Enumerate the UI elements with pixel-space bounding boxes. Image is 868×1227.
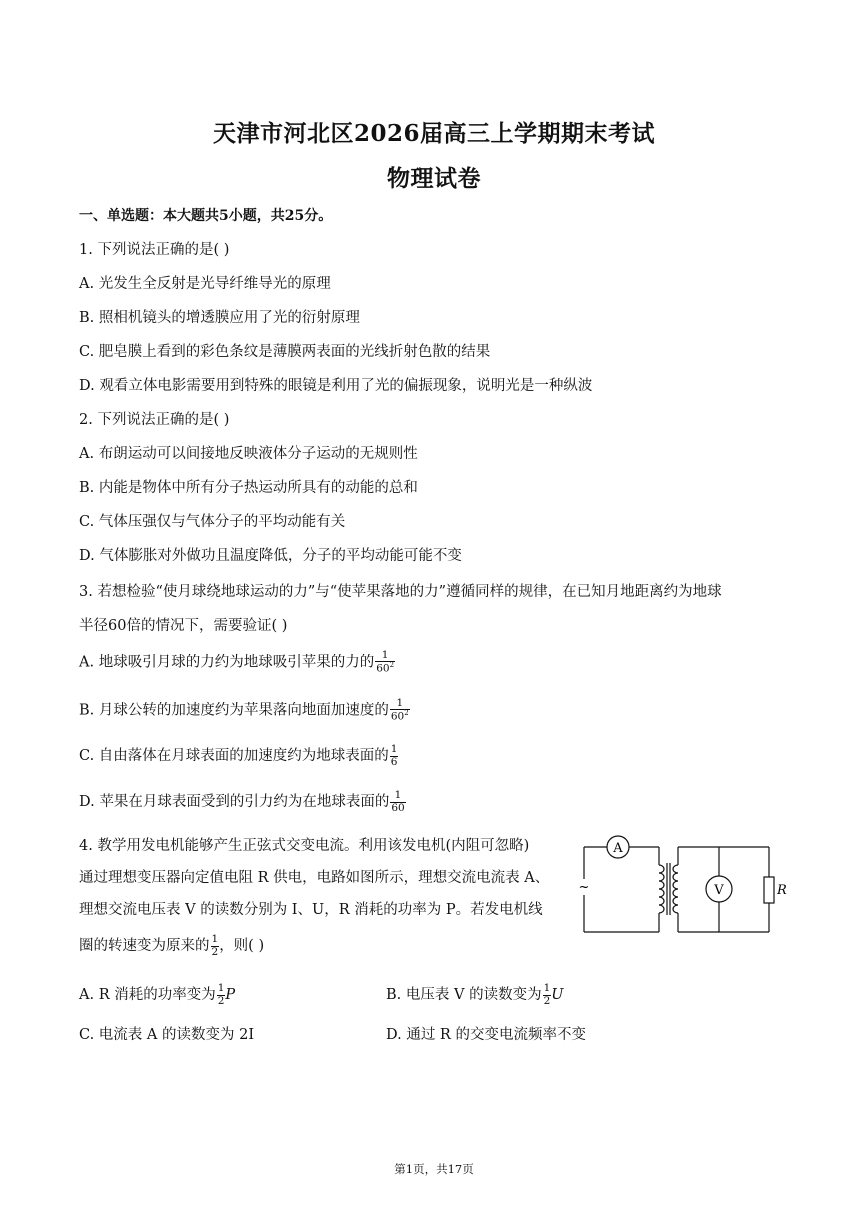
option-a-text: A. 地球吸引月球的力约为地球吸引苹果的力的 (79, 654, 375, 671)
fraction-numerator: 1 (390, 698, 410, 710)
question-1-option-a: A. 光发生全反射是光导纤维导光的原理 (79, 276, 331, 292)
option-a-symbol: P (225, 987, 236, 1003)
question-3-option-b (79, 698, 410, 723)
fraction-one-over-6 (390, 744, 399, 767)
fraction-denominator: 60 (391, 801, 405, 814)
exam-subtitle: 物理试卷 (387, 165, 481, 192)
question-2-option-a: A. 布朗运动可以间接地反映液体分子运动的无规则性 (79, 446, 418, 462)
question-4-line4 (79, 934, 264, 958)
option-b-symbol: U (551, 987, 564, 1003)
option-a-text: A. R 消耗的功率变为 (79, 987, 216, 1003)
ac-source-symbol: ~ (578, 880, 590, 895)
page-footer: 第1页，共17页 (394, 1162, 474, 1176)
fraction-one-half (211, 934, 220, 957)
question-4-option-d: D. 通过 R 的交变电流频率不变 (386, 1027, 586, 1043)
fraction-one-over-60 (390, 790, 405, 813)
question-2-option-b: B. 内能是物体中所有分子热运动所具有的动能的总和 (79, 480, 418, 496)
section-header: 一、单选题：本大题共5小题，共25分。 (79, 208, 333, 224)
resistor-box-icon (764, 877, 774, 903)
fraction-numerator: 1 (543, 982, 551, 995)
circuit-diagram (574, 825, 787, 937)
question-1-option-d: D. 观看立体电影需要用到特殊的眼镜是利用了光的偏振现象，说明光是一种纵波 (79, 378, 593, 394)
question-4-option-a (79, 983, 235, 1007)
fraction-one-half (543, 983, 552, 1006)
fraction-denominator: 2 (211, 945, 219, 958)
line4-text-post: ，则( ) (219, 938, 265, 954)
exam-title: 天津市河北区2026届高三上学期期末考试 (212, 120, 655, 147)
option-b-text: B. 月球公转的加速度约为苹果落向地面加速度的 (79, 702, 389, 719)
question-2-option-d: D. 气体膨胀对外做功且温度降低，分子的平均动能可能不变 (79, 548, 462, 564)
question-2-stem: 2. 下列说法正确的是( ) (79, 412, 230, 428)
fraction-one-over-60-squared (375, 650, 395, 675)
fraction-numerator: 1 (375, 650, 395, 662)
line4-text-pre: 圈的转速变为原来的 (79, 938, 210, 954)
resistor-label: R (777, 883, 787, 898)
question-4-option-c: C. 电流表 A 的读数变为 2I (79, 1027, 255, 1043)
option-c-text: C. 自由落体在月球表面的加速度约为地球表面的 (79, 748, 389, 764)
fraction-numerator: 1 (217, 982, 225, 995)
fraction-denominator: $60^2$ (390, 709, 409, 723)
voltmeter-label: V (714, 883, 724, 898)
question-4-line1: 4. 教学用发电机能够产生正弦式交变电流。利用该发电机(内阻可忽略) (79, 838, 530, 854)
fraction-one-over-60-squared (390, 698, 410, 723)
fraction-denominator: 6 (390, 755, 398, 768)
fraction-numerator: 1 (390, 790, 405, 802)
question-4-line2: 通过理想变压器向定值电阻 R 供电，电路如图所示，理想交流电流表 A、 (79, 870, 550, 886)
question-4-option-b (386, 983, 564, 1007)
question-3-stem-line1: 3. 若想检验“使月球绕地球运动的力”与“使苹果落地的力”遵循同样的规律，在已知月地距离约为地球 (79, 584, 722, 600)
fraction-numerator: 1 (211, 933, 219, 946)
question-4-line3: 理想交流电压表 V 的读数分别为 I、U，R 消耗的功率为 P。若发电机线 (79, 902, 543, 918)
resistor (764, 877, 787, 903)
fraction-numerator: 1 (390, 743, 398, 756)
ammeter (607, 836, 629, 858)
question-2-option-c: C. 气体压强仅与气体分子的平均动能有关 (79, 514, 346, 530)
question-3-stem-line2: 半径60倍的情况下，需要验证( ) (79, 618, 288, 634)
ammeter-label: A (613, 841, 623, 856)
question-1-option-b: B. 照相机镜头的增透膜应用了光的衍射原理 (79, 310, 360, 326)
fraction-denominator: 2 (217, 994, 225, 1007)
voltmeter (706, 876, 732, 902)
fraction-denominator: 2 (543, 994, 551, 1007)
question-3-option-c (79, 744, 398, 768)
option-b-text: B. 电压表 V 的读数变为 (386, 987, 542, 1003)
question-3-option-a (79, 650, 395, 675)
fraction-denominator: $60^2$ (376, 661, 395, 675)
option-d-text: D. 苹果在月球表面受到的引力约为在地球表面的 (79, 794, 390, 810)
question-1-option-c: C. 肥皂膜上看到的彩色条纹是薄膜两表面的光线折射色散的结果 (79, 344, 491, 360)
question-3-option-d (79, 790, 406, 814)
question-1-stem: 1. 下列说法正确的是( ) (79, 242, 230, 258)
